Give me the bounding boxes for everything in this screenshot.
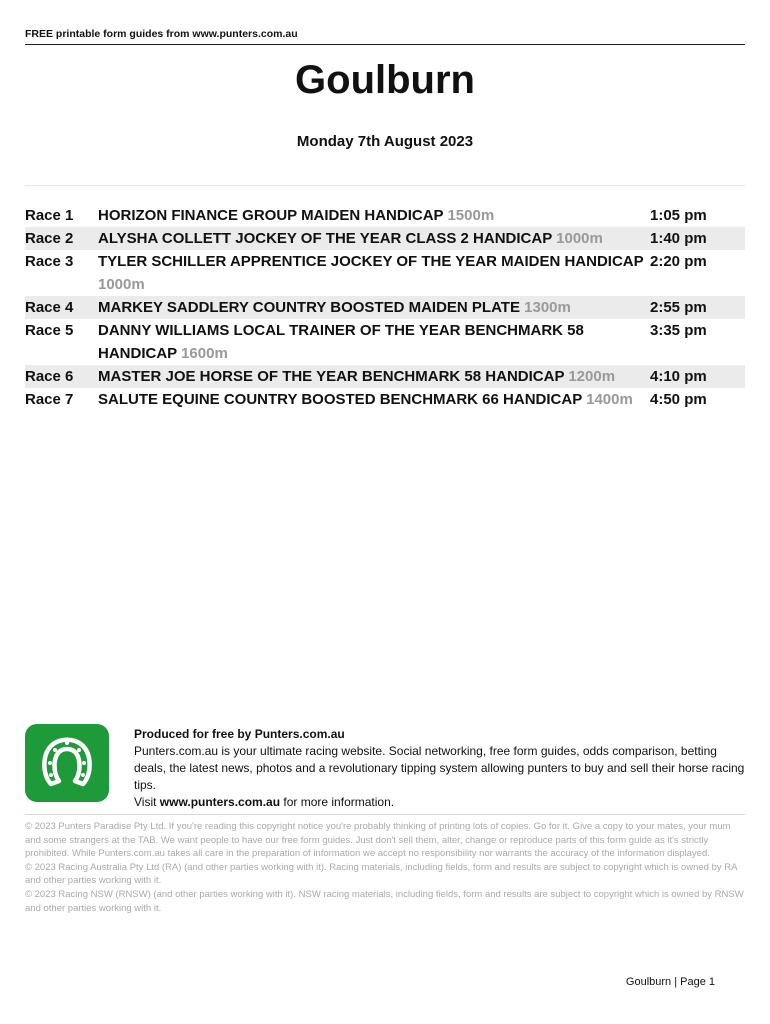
legal-paragraph: © 2023 Racing Australia Pty Ltd (RA) (and other parties working with it). Racing materials, including fields, form and results are subject to copyright which is owned by RA and other parties working with it.: [25, 861, 737, 887]
race-title: [98, 296, 650, 319]
race-title: [98, 250, 650, 296]
race-time: 3:35 pm: [650, 322, 707, 339]
race-name: ALYSHA COLLETT JOCKEY OF THE YEAR CLASS 2 HANDICAP: [98, 230, 552, 247]
race-distance: 1400m: [586, 391, 633, 408]
page-footer: Goulburn | Page 1: [625, 976, 715, 988]
punters-logo: [25, 724, 109, 802]
race-row: [25, 296, 745, 319]
race-distance: 1500m: [447, 207, 495, 224]
race-row: [25, 250, 745, 296]
race-number: Race 6: [25, 368, 74, 385]
race-time: 2:20 pm: [650, 253, 707, 270]
produced-text: [134, 726, 745, 811]
race-row: [25, 204, 745, 227]
legal-notice: [25, 820, 745, 915]
race-number: Race 2: [25, 230, 74, 247]
race-number: Race 3: [25, 253, 74, 270]
race-number: Race 4: [25, 299, 74, 316]
race-row: [25, 319, 745, 365]
race-title: [98, 365, 650, 388]
race-time: 4:10 pm: [650, 368, 707, 385]
race-row: [25, 227, 745, 250]
meeting-date: Monday 7th August 2023: [296, 133, 474, 150]
race-name: SALUTE EQUINE COUNTRY BOOSTED BENCHMARK 66 HANDICAP: [98, 391, 582, 408]
race-title: [98, 227, 650, 250]
race-name: HORIZON FINANCE GROUP MAIDEN HANDICAP: [98, 207, 444, 224]
race-number: Race 5: [25, 322, 74, 339]
race-distance: 1000m: [98, 276, 145, 293]
header-rule: [25, 44, 745, 45]
legal-paragraph: © 2023 Racing NSW (RNSW) (and other parties working with it). NSW racing materials, including fields, form and results are subject to copyright which is owned by RNSW and other parties working with it.: [25, 888, 744, 914]
race-name: MARKEY SADDLERY COUNTRY BOOSTED MAIDEN PLATE: [98, 299, 520, 316]
race-name: MASTER JOE HORSE OF THE YEAR BENCHMARK 58 HANDICAP: [98, 368, 565, 385]
race-distance: 1300m: [524, 299, 571, 316]
race-time: 2:55 pm: [650, 299, 707, 316]
visit-link[interactable]: www.punters.com.au: [159, 795, 281, 809]
produced-body: Punters.com.au is your ultimate racing website. Social networking, free form guides, odds comparison, betting deals, the latest news, photos and a revolutionary tipping system allowing punters to buy and sell their horse racing tips.: [134, 744, 745, 792]
produced-visit: [134, 794, 745, 811]
visit-prefix: Visit: [134, 795, 160, 809]
race-name: TYLER SCHILLER APPRENTICE JOCKEY OF THE YEAR MAIDEN HANDICAP: [98, 253, 644, 270]
legal-paragraph: © 2023 Punters Paradise Pty Ltd. If you're reading this copyright notice you're probably thinking of printing lots of copies. Go for it. Give a copy to your mates, your mum and some strangers at the TAB. We want people to have our free form guides. Just don't sell them, alter, change or reproduce parts of this form guide as it's strictly prohibited. While Punters.com.au takes all care in the preparation of information we accept no responsibility nor warrants the accuracy of the information displayed.: [25, 821, 731, 860]
footer-rule: [25, 814, 745, 815]
race-name: DANNY WILLIAMS LOCAL TRAINER OF THE YEAR BENCHMARK 58 HANDICAP: [98, 322, 584, 362]
race-distance: 1200m: [568, 368, 616, 385]
race-number: Race 7: [25, 391, 74, 408]
race-row: [25, 365, 745, 388]
race-number: Race 1: [25, 207, 74, 224]
race-row: [25, 388, 745, 411]
race-title: [98, 388, 650, 411]
produced-title: Produced for free by Punters.com.au: [134, 727, 345, 741]
visit-suffix: for more information.: [280, 795, 395, 809]
race-title: [98, 319, 650, 365]
race-list: [25, 204, 745, 411]
horseshoe-icon: [36, 732, 98, 794]
race-time: 4:50 pm: [650, 391, 707, 408]
header-note: FREE printable form guides from www.punters.com.au: [25, 28, 298, 40]
race-distance: 1600m: [181, 345, 228, 362]
divider: [25, 185, 745, 186]
race-title: [98, 204, 650, 227]
race-distance: 1000m: [556, 230, 603, 247]
race-time: 1:05 pm: [650, 207, 707, 224]
race-time: 1:40 pm: [650, 230, 707, 247]
page-title: Goulburn: [295, 58, 475, 102]
